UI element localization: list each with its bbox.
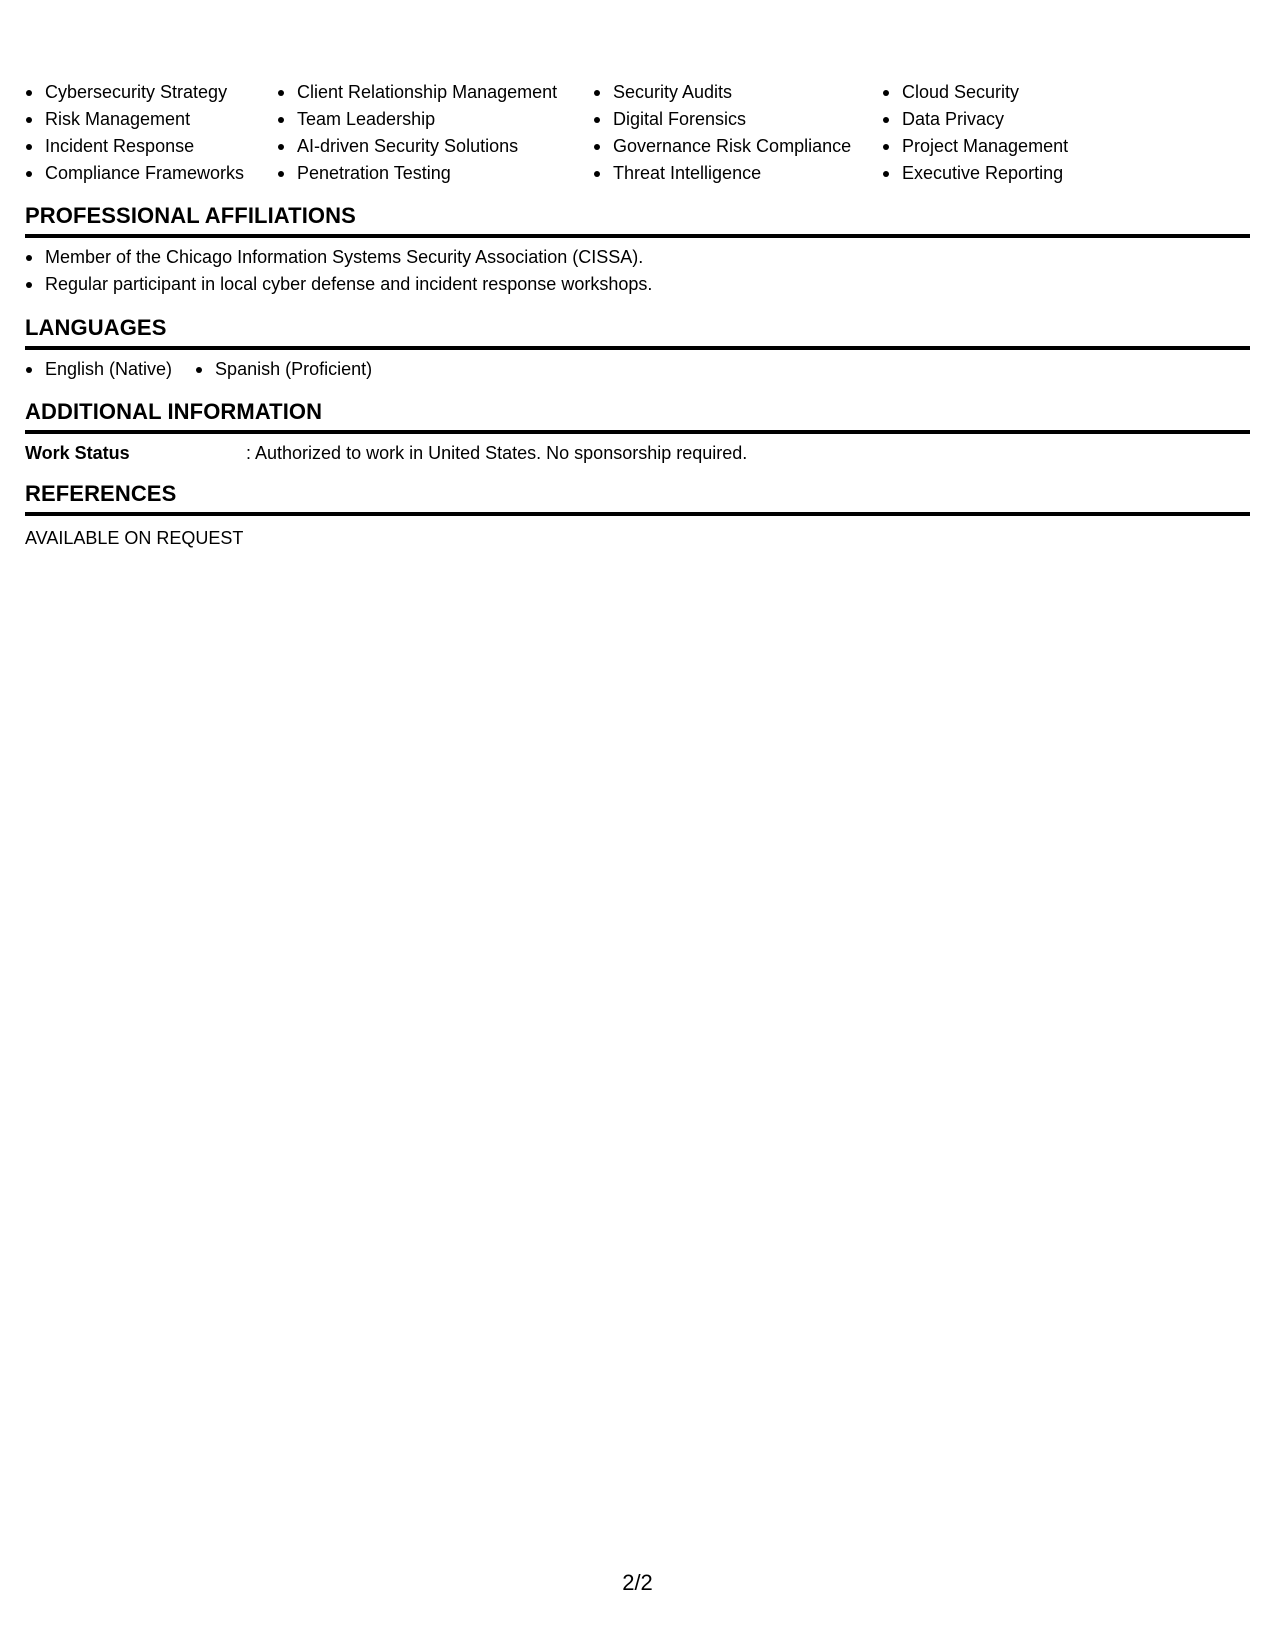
- references-heading: REFERENCES: [25, 481, 177, 506]
- skills-column-2: [277, 79, 557, 187]
- language-item: English (Native): [25, 356, 172, 383]
- languages-section: [25, 314, 1250, 383]
- skill-item: Compliance Frameworks: [25, 160, 244, 187]
- skill-item: Risk Management: [25, 106, 244, 133]
- skill-item: Digital Forensics: [593, 106, 851, 133]
- work-status-value: : Authorized to work in United States. No sponsorship required.: [246, 443, 748, 463]
- skills-column-4: [882, 79, 1068, 187]
- language-item: Spanish (Proficient): [195, 356, 372, 383]
- skills-column-1: [25, 79, 244, 187]
- skill-item: Threat Intelligence: [593, 160, 851, 187]
- affiliations-section: [25, 202, 1250, 298]
- skill-item: Team Leadership: [277, 106, 557, 133]
- skill-item: Data Privacy: [882, 106, 1068, 133]
- section-divider: [25, 234, 1250, 238]
- affiliation-item: Regular participant in local cyber defense and incident response workshops.: [25, 271, 1250, 298]
- skill-item: Security Audits: [593, 79, 851, 106]
- skill-item: Incident Response: [25, 133, 244, 160]
- affiliations-heading: PROFESSIONAL AFFILIATIONS: [25, 203, 356, 228]
- additional-info-section: [25, 398, 1250, 467]
- skill-item: Penetration Testing: [277, 160, 557, 187]
- work-status-label: Work Status: [25, 443, 130, 463]
- skill-item: AI-driven Security Solutions: [277, 133, 557, 160]
- skill-item: Governance Risk Compliance: [593, 133, 851, 160]
- affiliations-list: [25, 244, 1250, 298]
- languages-heading: LANGUAGES: [25, 315, 167, 340]
- affiliation-item: Member of the Chicago Information Systems Security Association (CISSA).: [25, 244, 1250, 271]
- languages-list: [25, 356, 1250, 383]
- skill-item: Cloud Security: [882, 79, 1068, 106]
- skill-item: Cybersecurity Strategy: [25, 79, 244, 106]
- section-divider: [25, 346, 1250, 350]
- skills-column-3: [593, 79, 851, 187]
- section-divider: [25, 430, 1250, 434]
- skill-item: Client Relationship Management: [277, 79, 557, 106]
- skill-item: Project Management: [882, 133, 1068, 160]
- section-divider: [25, 512, 1250, 516]
- work-status-row: [25, 440, 1250, 467]
- references-text: AVAILABLE ON REQUEST: [25, 528, 244, 548]
- references-section: [25, 480, 1250, 552]
- page-number: 2/2: [622, 1570, 653, 1595]
- skills-grid: [25, 79, 1250, 189]
- skill-item: Executive Reporting: [882, 160, 1068, 187]
- additional-info-heading: ADDITIONAL INFORMATION: [25, 399, 323, 424]
